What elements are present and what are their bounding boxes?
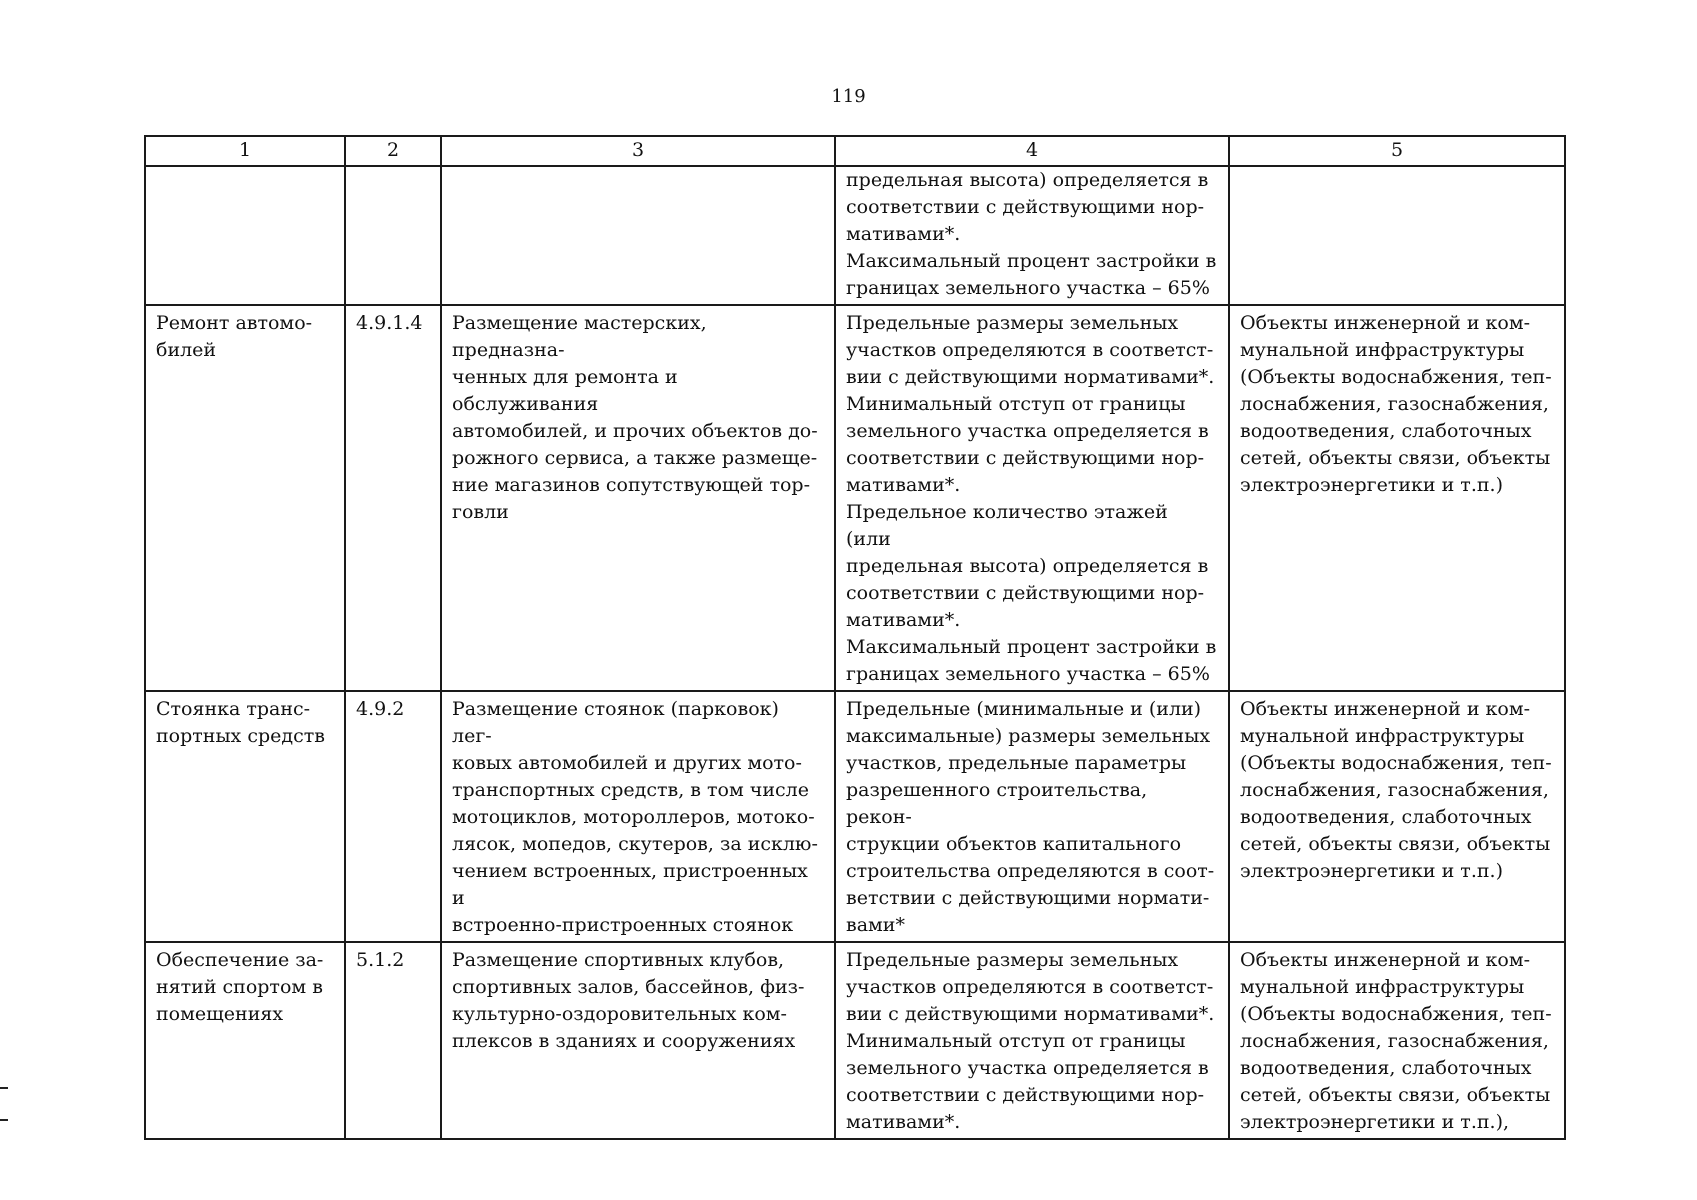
page-number: 119 [831,86,866,107]
use-name-cell: Ремонт автомо- билей [145,305,345,691]
column-header-2: 2 [345,136,441,166]
table-row [145,166,1565,305]
table-header-row [145,136,1565,166]
column-header-3: 3 [441,136,835,166]
parameters-cell: Предельные (минимальные и (или) максимальные) размеры земельных участков, предельные параметры разрешенного строительства, рекон- струкции объектов капитального строительства определяются в соот- ветствии с действующими нормати- вами* [835,691,1229,942]
column-header-5: 5 [1229,136,1565,166]
use-code-cell: 5.1.2 [345,942,441,1139]
use-code-cell: 4.9.1.4 [345,305,441,691]
auxiliary-objects-cell: Объекты инженерной и ком- мунальной инфраструктуры (Объекты водоснабжения, теп- лоснабжения, газоснабжения, водоотведения, слаботочных сетей, объекты связи, объекты электроэнергетики и т.п.) [1229,691,1565,942]
use-description-cell: Размещение спортивных клубов, спортивных залов, бассейнов, физ- культурно-оздоровительных ком- плексов в зданиях и сооружениях [441,942,835,1139]
auxiliary-objects-cell: Объекты инженерной и ком- мунальной инфраструктуры (Объекты водоснабжения, теп- лоснабжения, газоснабжения, водоотведения, слаботочных сетей, объекты связи, объекты электроэнергетики и т.п.), [1229,942,1565,1139]
table-row [145,691,1565,942]
parameters-cell: Предельные размеры земельных участков определяются в соответст- вии с действующими нормативами*. Минимальный отступ от границы земельного участка определяется в соответствии с действующими нор- мативами*. [835,942,1229,1139]
land-use-table [144,135,1566,1140]
use-name-cell: Стоянка транс- портных средств [145,691,345,942]
scan-margin-mark [0,1119,8,1121]
use-description-cell [441,166,835,305]
use-name-cell [145,166,345,305]
auxiliary-objects-cell: Объекты инженерной и ком- мунальной инфраструктуры (Объекты водоснабжения, теп- лоснабжения, газоснабжения, водоотведения, слаботочных сетей, объекты связи, объекты электроэнергетики и т.п.) [1229,305,1565,691]
table-row [145,942,1565,1139]
column-header-1: 1 [145,136,345,166]
table-row [145,305,1565,691]
use-name-cell: Обеспечение за- нятий спортом в помещениях [145,942,345,1139]
parameters-cell: Предельные размеры земельных участков определяются в соответст- вии с действующими нормативами*. Минимальный отступ от границы земельного участка определяется в соответствии с действующими нор- мативами*. Предельное количество этажей (или предельная высота) определяется в соответствии с действующими нор- мативами*. Максимальный процент застройки в границах земельного участка – 65% [835,305,1229,691]
use-description-cell: Размещение стоянок (парковок) лег- ковых автомобилей и других мото- транспортных средств, в том числе мотоциклов, мотороллеров, мотоко- лясок, мопедов, скутеров, за исклю- чением встроенных, пристроенных и встроенно-пристроенных стоянок [441,691,835,942]
parameters-cell: предельная высота) определяется в соответствии с действующими нор- мативами*. Максимальный процент застройки в границах земельного участка – 65% [835,166,1229,305]
use-code-cell: 4.9.2 [345,691,441,942]
scan-margin-mark [0,1087,8,1089]
use-description-cell: Размещение мастерских, предназна- ченных для ремонта и обслуживания автомобилей, и прочих объектов до- рожного сервиса, а также размеще- ние магазинов сопутствующей тор- говли [441,305,835,691]
auxiliary-objects-cell [1229,166,1565,305]
column-header-4: 4 [835,136,1229,166]
use-code-cell [345,166,441,305]
